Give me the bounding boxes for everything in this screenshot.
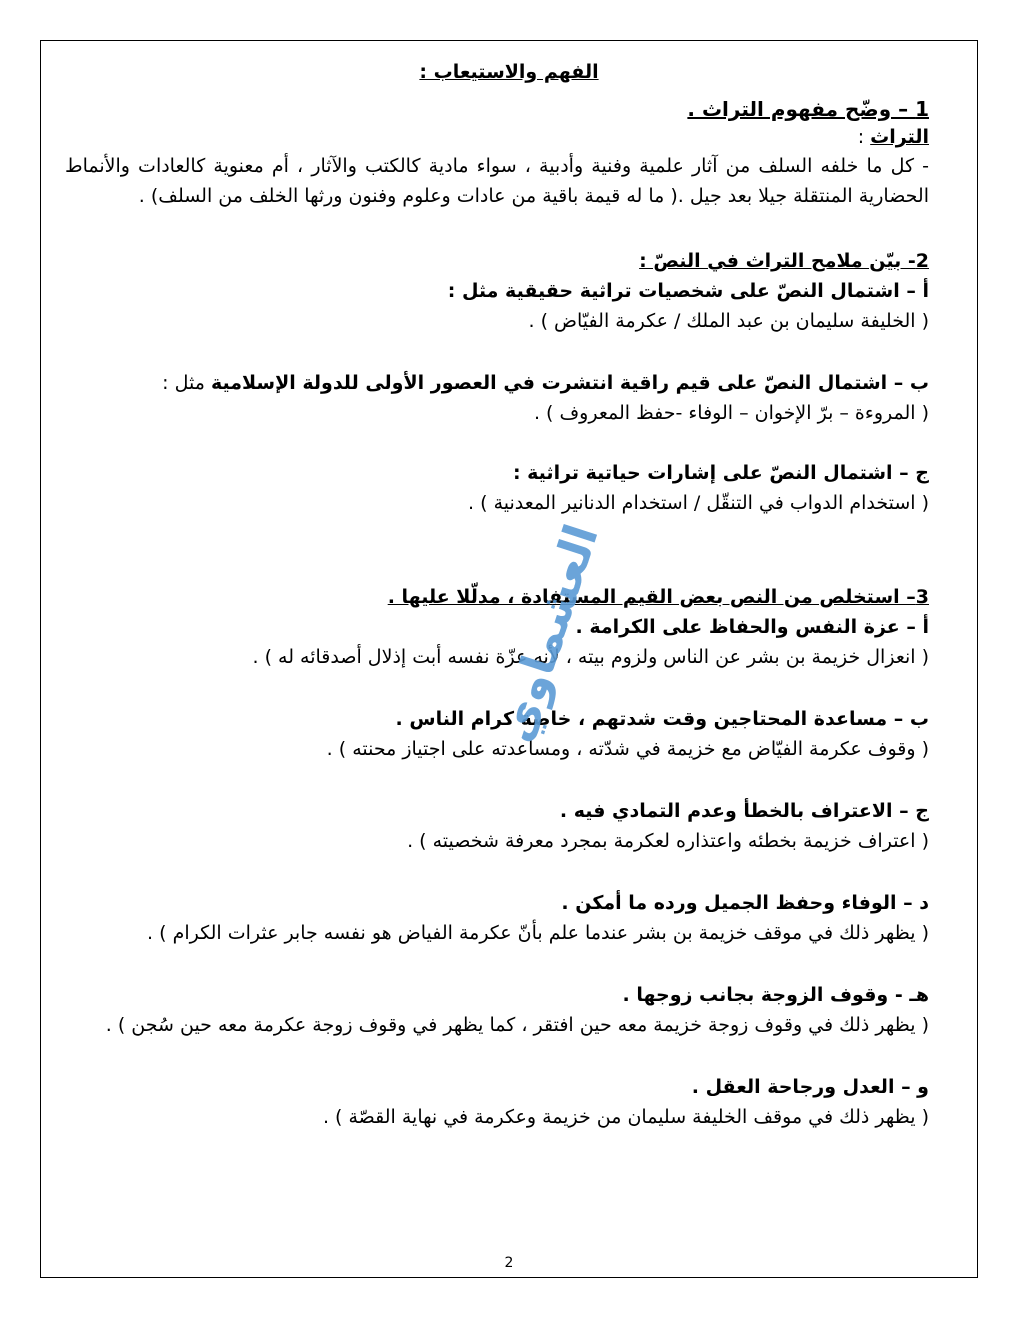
q2-item-b-suffix: مثل :	[162, 372, 211, 394]
term-colon: :	[857, 126, 871, 148]
question-1-heading: 1 – وضّح مفهوم التراث .	[687, 97, 929, 121]
term-label: التراث	[870, 126, 929, 148]
q2-item-a-label: أ – اشتمال النصّ على شخصيات تراثية حقيقية مثل :	[447, 280, 929, 302]
q3-item-c-label: ج – الاعتراف بالخطأ وعدم التمادي فيه .	[559, 800, 929, 822]
q2-item-b-label: ب – اشتمال النصّ على قيم راقية انتشرت في العصور الأولى للدولة الإسلامية	[210, 372, 929, 394]
question-3-heading: 3– استخلص من النص بعض القيم المستفادة ، مدلّلا عليها .	[387, 586, 929, 608]
term-definition: - كل ما خلفه السلف من آثار علمية وفنية وأدبية ، سواء مادية كالكتب والآثار ، أم معنوية كالعادات والأنماط الحضارية المنتقلة جيلا بعد جيل .( ما له قيمة باقية من عادات وعلوم وفنون ورثها الخلف من السلف) .	[65, 155, 929, 207]
q3-item-a-example: ( انعزال خزيمة بن بشر عن الناس ولزوم بيته ، لأنه عزّة نفسه أبت إذلال أصدقائه له ) .	[252, 646, 929, 668]
q2-item-c-label: ج – اشتمال النصّ على إشارات حياتية تراثية :	[512, 462, 929, 484]
q2-item-b-example: ( المروءة – برّ الإخوان – الوفاء -حفظ المعروف ) .	[533, 402, 929, 424]
q2-item-c-example: ( استخدام الدواب في التنقّل / استخدام الدنانير المعدنية ) .	[468, 492, 929, 514]
q3-item-d-example: ( يظهر ذلك في موقف خزيمة بن بشر عندما علم بأنّ عكرمة الفياض هو نفسه جابر عثرات الكرام ) .	[147, 922, 929, 944]
page-title: الفهم والاستيعاب :	[419, 61, 599, 83]
watermark: العشماوي	[487, 517, 609, 749]
page-number: 2	[504, 1255, 514, 1271]
q3-item-b-label: ب – مساعدة المحتاجين وقت شدتهم ، خاصة كرام الناس .	[395, 708, 929, 730]
page-frame	[40, 40, 978, 1278]
question-2-heading: 2- بيّن ملامح التراث في النصّ :	[639, 250, 929, 272]
q3-item-c-example: ( اعتراف خزيمة بخطئه واعتذاره لعكرمة بمجرد معرفة شخصيته ) .	[407, 830, 929, 852]
q2-item-b-line	[65, 369, 929, 397]
q2-item-a-example: ( الخليفة سليمان بن عبد الملك / عكرمة الفيّاض ) .	[528, 310, 929, 332]
q3-item-a-label: أ – عزة النفس والحفاظ على الكرامة .	[575, 616, 929, 638]
q3-item-f-example: ( يظهر ذلك في موقف الخليفة سليمان من خزيمة وعكرمة في نهاية القصّة ) .	[322, 1106, 929, 1128]
q3-item-b-example: ( وقوف عكرمة الفيّاض مع خزيمة في شدّته ، ومساعدته على اجتياز محنته ) .	[326, 738, 929, 760]
q3-item-d-label: د – الوفاء وحفظ الجميل ورده ما أمكن .	[561, 892, 929, 914]
q3-item-e-label: هـ - وقوف الزوجة بجانب زوجها .	[622, 984, 929, 1006]
q3-item-f-label: و – العدل ورجاحة العقل .	[691, 1076, 929, 1098]
q3-item-e-example: ( يظهر ذلك في وقوف زوجة خزيمة معه حين افتقر ، كما يظهر في وقوف زوجة عكرمة معه حين سُجن ) .	[105, 1014, 929, 1036]
term-line	[65, 123, 929, 151]
